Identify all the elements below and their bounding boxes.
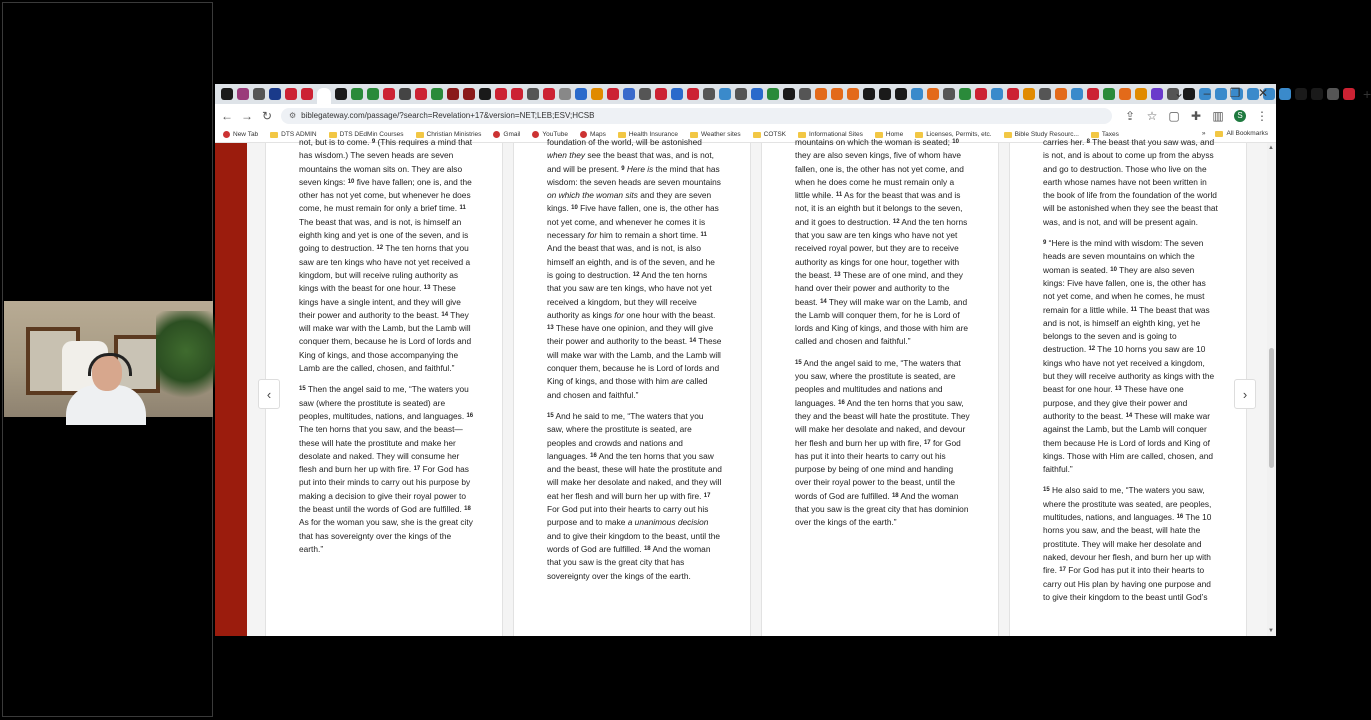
browser-tab[interactable] <box>751 88 763 100</box>
browser-tab[interactable] <box>655 88 667 100</box>
browser-tab[interactable] <box>1295 88 1307 100</box>
bookmark-item[interactable] <box>493 131 520 138</box>
browser-tab[interactable] <box>1327 88 1339 100</box>
browser-tab[interactable] <box>237 88 249 100</box>
browser-tab[interactable] <box>895 88 907 100</box>
browser-tab[interactable] <box>463 88 475 100</box>
bookmark-label: Licenses, Permits, etc. <box>926 131 992 138</box>
browser-tab[interactable] <box>317 88 331 104</box>
new-tab-button[interactable]: + <box>1363 86 1371 102</box>
browser-tab[interactable] <box>959 88 971 100</box>
browser-tab[interactable] <box>1071 88 1083 100</box>
browser-tab[interactable] <box>1311 88 1323 100</box>
browser-tab[interactable] <box>1343 88 1355 100</box>
browser-tab[interactable] <box>1007 88 1019 100</box>
browser-tab[interactable] <box>1055 88 1067 100</box>
passage-text: not, but is to come. $^9$ (This requires a mind that has wisdom.) The seven heads are seven mountains the woman sits on. They are also seven kings: $^{10}$ five have fallen; one is, and the other has not yet come, but whenever he does come, he must remain for only a brief time. $^{11}$ The beast that was, and is not, is himself an eighth king and yet is one of the seven, and is going to destruction. $^{12}$ The ten horns that you saw are ten kings who have not yet received a kingdom, but will receive ruling authority as kings with the beast for one hour. $^{13}$ These kings have a single intent, and they will give their power and authority to the beast. $^{14}$ They will make war with the Lamb, but the Lamb will conquer them, because he is Lord of lords and King of kings, and those accompanying the Lamb are the called, chosen, and faithful.” $^{15}$ Then the angel said to me, “The waters you saw (where the prostitute is seated) are peoples, multitudes, nations, and languages. $^{16}$ The ten horns that you saw, and the beast—these will hate the prostitute and make her desolate and naked. They will consume her flesh and burn her up with fire. $^{17}$ For God has put into their minds to carry out his purpose by making a decision to give their royal power to the beast until the words of God are fulfilled. $^{18}$ As for the woman you saw, she is the great city that has sovereignty over the kings of the earth.” <box>299 137 474 554</box>
browser-tab[interactable] <box>351 88 363 100</box>
profile-avatar[interactable]: S <box>1234 110 1246 122</box>
browser-tab[interactable] <box>1039 88 1051 100</box>
bookmark-item[interactable] <box>223 131 258 138</box>
restore-button[interactable]: ❐ <box>1229 86 1241 100</box>
browser-tab[interactable] <box>815 88 827 100</box>
site-red-bar <box>215 143 247 636</box>
back-arrow-icon[interactable]: ← <box>221 108 233 123</box>
browser-tab[interactable] <box>399 88 411 100</box>
browser-tab[interactable] <box>495 88 507 100</box>
browser-tab[interactable] <box>671 88 683 100</box>
browser-tab[interactable] <box>607 88 619 100</box>
webcam-video <box>4 301 213 417</box>
browser-tab[interactable] <box>269 88 281 100</box>
bookmark-label: DTS DEdMin Courses <box>339 131 404 138</box>
passage-column-net <box>265 137 503 636</box>
scrollbar-thumb[interactable] <box>1269 348 1274 468</box>
bookmark-label: Home <box>885 131 904 138</box>
browser-tab[interactable] <box>511 88 523 100</box>
browser-tab[interactable] <box>783 88 795 100</box>
browser-tab[interactable] <box>767 88 779 100</box>
folder-icon <box>1004 132 1012 138</box>
scrollbar[interactable] <box>1267 143 1276 636</box>
browser-tab[interactable] <box>221 88 233 100</box>
browser-tab[interactable] <box>1151 88 1163 100</box>
passage-column-hcsb <box>1009 137 1247 636</box>
folder-icon <box>270 132 278 138</box>
share-icon[interactable]: ⇪ <box>1124 108 1136 123</box>
tab-strip <box>215 84 1371 104</box>
browser-tab[interactable] <box>1119 88 1131 100</box>
minimize-button[interactable]: – <box>1203 86 1211 100</box>
bookmark-label: Gmail <box>503 131 521 138</box>
bookmark-label: Bible Study Resourc... <box>1014 131 1079 138</box>
browser-tab[interactable] <box>1087 88 1099 100</box>
browser-tab[interactable] <box>301 88 313 100</box>
passage-text: mountains on which the woman is seated; $^{10}$ they are also seven kings, five of whom have fallen, one is, the other has not yet come, and when he does come he must remain only a little while. $^{11}$ As for the beast that was and is not, it is an eighth but it belongs to the seven, and it goes to destruction. $^{12}$ And the ten horns that you saw are ten kings who have not yet received royal power, but they are to receive authority as kings for one hour, together with the beast. $^{13}$ These are of one mind, and they hand over their power and authority to the beast. $^{14}$ They will make war on the Lamb, and the Lamb will conquer them, for he is Lord of lords and King of kings, and those with him are called and chosen and faithful.” $^{15}$ And the angel said to me, “The waters that you saw, where the prostitute is seated, are peoples and multitudes and nations and languages. $^{16}$ And the ten horns that you saw, they and the beast will hate the prostitute. They will make her desolate and naked, and devour her flesh and burn her up with fire, $^{17}$ for God has put it into their hearts to carry out his purpose by being of one mind and handing over their royal power to the beast, until the words of God are fulfilled. $^{18}$ And the woman that you saw is the great city that has dominion over the kings of the earth.” <box>795 137 970 528</box>
menu-icon[interactable]: ⋮ <box>1256 108 1268 123</box>
browser-tab[interactable] <box>703 88 715 100</box>
bookmark-label: Maps <box>589 131 606 138</box>
browser-tab[interactable] <box>575 88 587 100</box>
browser-tab[interactable] <box>927 88 939 100</box>
bookmark-label: Informational Sites <box>809 131 863 138</box>
browser-tab[interactable] <box>383 88 395 100</box>
browser-tab[interactable] <box>639 88 651 100</box>
browser-tab[interactable] <box>367 88 379 100</box>
bookmark-label: Weather sites <box>701 131 741 138</box>
browser-tab[interactable] <box>879 88 891 100</box>
reload-icon[interactable]: ↻ <box>261 108 273 123</box>
tab-search-button[interactable]: ⌄ <box>1173 86 1185 100</box>
browser-tab[interactable] <box>863 88 875 100</box>
browser-tab[interactable] <box>991 88 1003 100</box>
browser-tab[interactable] <box>943 88 955 100</box>
browser-tab[interactable] <box>1279 88 1291 100</box>
browser-tab[interactable] <box>735 88 747 100</box>
plant <box>156 311 216 411</box>
bookmark-label: Health Insurance <box>628 131 678 138</box>
browser-tab[interactable] <box>335 88 347 100</box>
browser-tab[interactable] <box>415 88 427 100</box>
browser-tab[interactable] <box>975 88 987 100</box>
scroll-down-arrow-icon[interactable]: ▼ <box>1268 628 1274 634</box>
browser-tab[interactable] <box>591 88 603 100</box>
bookmark-label: COTSK <box>763 131 787 138</box>
bookmark-label: DTS ADMIN <box>281 131 317 138</box>
bookmark-item[interactable] <box>753 131 786 138</box>
passage-column-leb <box>513 137 751 636</box>
browser-tab[interactable] <box>543 88 555 100</box>
browser-tab[interactable] <box>719 88 731 100</box>
side-panel-icon[interactable]: ▥ <box>1212 108 1224 123</box>
bookmark-label: Christian Ministries <box>426 131 482 138</box>
all-bookmarks-button[interactable] <box>1215 130 1268 137</box>
browser-tab[interactable] <box>1103 88 1115 100</box>
browser-tab[interactable] <box>527 88 539 100</box>
browser-tab[interactable] <box>479 88 491 100</box>
bookmark-label: New Tab <box>233 131 259 138</box>
prev-chapter-button[interactable]: ‹ <box>258 379 280 409</box>
reading-list-icon[interactable]: ▢ <box>1168 108 1180 123</box>
browser-tab[interactable] <box>447 88 459 100</box>
browser-tab[interactable] <box>1023 88 1035 100</box>
all-bookmarks-label: All Bookmarks <box>1226 130 1268 137</box>
browser-tab[interactable] <box>431 88 443 100</box>
browser-tab[interactable] <box>285 88 297 100</box>
bookmark-star-icon[interactable]: ☆ <box>1146 108 1158 123</box>
bookmarks-overflow-button[interactable]: » <box>1201 130 1206 137</box>
window-controls <box>1172 86 1270 100</box>
folder-icon <box>753 132 761 138</box>
url-text: biblegateway.com/passage/?search=Revelation+17&version=NET;LEB;ESV;HCSB <box>301 111 595 120</box>
browser-tab[interactable] <box>623 88 635 100</box>
page-content <box>215 137 1276 636</box>
passage-text: carries her. $^8$ The beast that you saw was, and is not, and is about to come up from the abyss and go to destruction. Those who live on the earth whose names have not been written in the book of life from the foundation of the world will be astonished when they see the beast that was, and is not, and will be present again. $^9$ “Here is the mind with wisdom: The seven heads are seven mountains on which the woman is seated. $^{10}$ They are also seven kings: Five have fallen, one is, the other has not yet come, and when he comes, he must remain for a little while. $^{11}$ The beast that was and is not, is himself an eighth king, yet he belongs to the seven and is going to destruction. $^{12}$ The 10 horns you saw are 10 kings who have not yet received a kingdom, but they will receive authority as kings with the beast for one hour. $^{13}$ These have one purpose, and they give their power and authority to the beast. $^{14}$ These will make war against the Lamb, but the Lamb will conquer them because He is Lord of lords and King of kings. Those with Him are called, chosen, and faithful.” $^{15}$ He also said to me, “The waters you saw, where the prostitute was seated, are peoples, multitudes, nations, and languages. $^{16}$ The 10 horns you saw, and the beast, will hate the prostitute. They will make her desolate and naked, devour her flesh, and burn her up with fire. $^{17}$ For God has put it into their hearts to carry out His plan by having one purpose and to give their kingdom to the beast until God’s <box>1043 137 1218 602</box>
browser-tab[interactable] <box>799 88 811 100</box>
bookmark-label: YouTube <box>542 131 568 138</box>
youtube-icon <box>532 131 539 138</box>
extensions-icon[interactable]: ✚ <box>1190 108 1202 123</box>
bookmark-label: Taxes <box>1101 131 1119 138</box>
browser-window <box>215 84 1371 636</box>
browser-tab[interactable] <box>559 88 571 100</box>
browser-tab[interactable] <box>253 88 265 100</box>
next-chapter-button[interactable]: › <box>1234 379 1256 409</box>
forward-arrow-icon[interactable]: → <box>241 108 253 123</box>
passage-text: foundation of the world, will be astonished when they see the beast that was, and is not, and will be present. $^9$ Here is the mind that has wisdom: the seven heads are seven mountains on which the woman sits and they are seven kings. $^{10}$ Five have fallen, one is, the other has not yet come, and whenever he comes it is necessary for him to remain a short time. $^{11}$ And the beast that was, and is not, is also himself an eighth, and is of the seven, and he is going to destruction. $^{12}$ And the ten horns that you saw are ten kings, who have not yet received a kingdom, but they will receive authority as kings for one hour with the beast. $^{13}$ These have one opinion, and they will give their power and authority to the beast. $^{14}$ These will make war with the Lamb, and the Lamb will conquer them, because he is Lord of lords and King of kings, and those with him are called and chosen and faithful.” $^{15}$ And he said to me, “The waters that you saw, where the prostitute is seated, are peoples and crowds and nations and languages. $^{16}$ And the ten horns that you saw and the beast, these will hate the prostitute and will make her desolate and naked, and they will eat her flesh and will burn her up with fire. $^{17}$ For God put into their hearts to carry out his purpose and to make a unanimous decision and to give their kingdom to the beast, until the words of God are fulfilled. $^{18}$ And the woman that you saw is the great city that has sovereignty over the kings of the earth. <box>547 137 722 581</box>
globe-icon <box>223 131 230 138</box>
presenter-body <box>66 385 146 425</box>
browser-tab[interactable] <box>911 88 923 100</box>
address-bar[interactable] <box>281 108 1112 124</box>
browser-tab[interactable] <box>1135 88 1147 100</box>
gmail-icon <box>493 131 500 138</box>
toolbar <box>215 104 1276 127</box>
toolbar-actions <box>1124 109 1276 123</box>
site-info-icon[interactable]: ⚙ <box>289 111 297 120</box>
browser-tab[interactable] <box>831 88 843 100</box>
scroll-up-arrow-icon[interactable]: ▲ <box>1268 145 1274 151</box>
browser-tab[interactable] <box>687 88 699 100</box>
close-button[interactable]: ✕ <box>1257 86 1269 100</box>
passage-column-esv <box>761 137 999 636</box>
browser-tab[interactable] <box>847 88 859 100</box>
